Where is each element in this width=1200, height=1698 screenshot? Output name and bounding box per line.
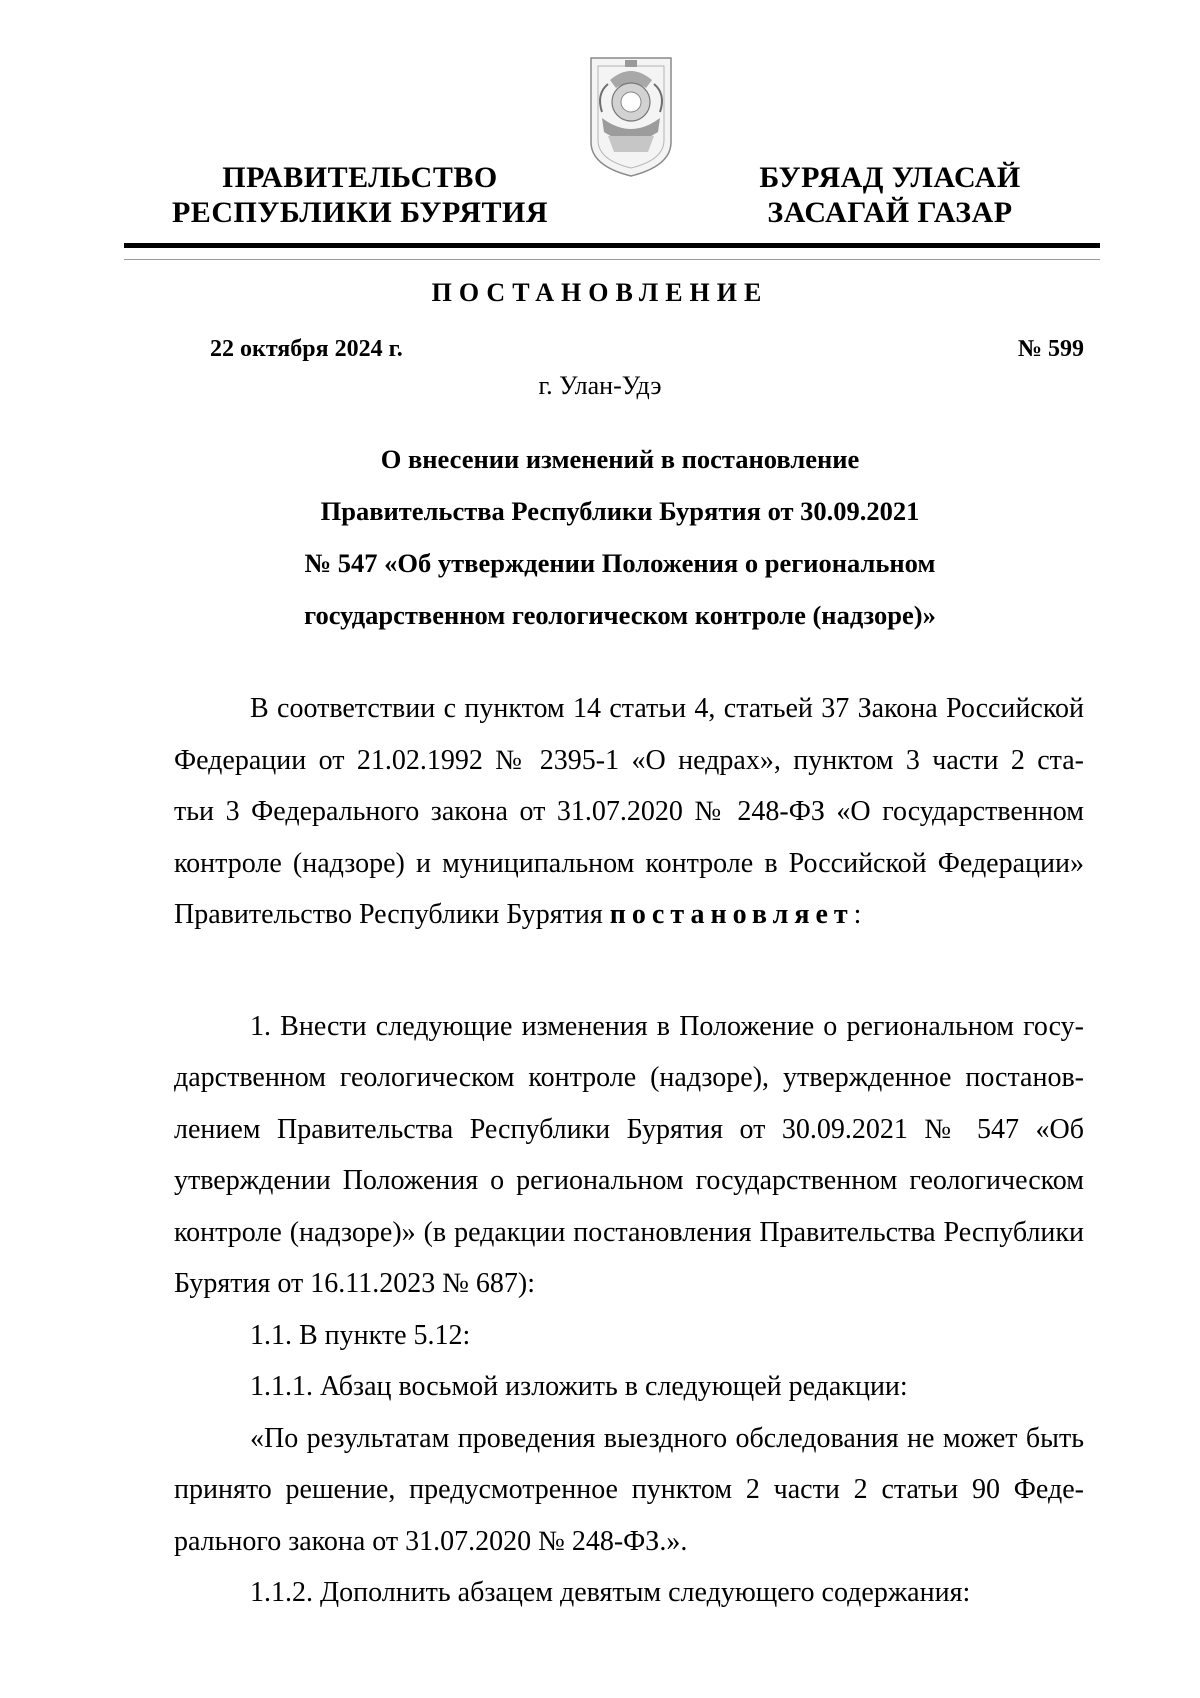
item1-line: утверждении Положения о региональном государственном геологическом — [174, 1165, 1084, 1196]
title-line: государственном геологическом контроле (надзоре)» — [304, 600, 936, 630]
quote-line: рального закона от 31.07.2020 № 248-ФЗ.». — [174, 1525, 688, 1557]
item-1-1: 1.1. В пункте 5.12: — [250, 1319, 471, 1351]
title-line: О внесении изменений в постановление — [380, 444, 860, 474]
quote-line: принято решение, предусмотренное пунктом 2 части 2 статьи 90 Феде- — [174, 1474, 1084, 1505]
preamble-resolves: постановляет — [609, 899, 854, 930]
item-1-1-1: 1.1.1. Абзац восьмой изложить в следующей редакции: — [250, 1371, 908, 1402]
header-divider-thick — [124, 243, 1100, 248]
header-left-line1: ПРАВИТЕЛЬСТВО — [222, 161, 498, 194]
item-1-1-2: 1.1.2. Дополнить абзацем девятым следующего содержания: — [250, 1577, 971, 1608]
document-date: 22 октября 2024 г. — [210, 336, 403, 362]
item1-line: лением Правительства Республики Бурятия от 30.09.2021 № 547 «Об — [174, 1113, 1084, 1145]
item1-line: 1. Внести следующие изменения в Положение о региональном госу- — [250, 1010, 1084, 1042]
document-number: № 599 — [1017, 336, 1084, 362]
document-title — [140, 433, 1100, 641]
document-body — [174, 683, 1084, 1619]
header-right-line2: ЗАСАГАЙ ГАЗАР — [767, 196, 1013, 229]
document-city: г. Улан-Удэ — [538, 371, 662, 400]
item1-line: дарственном геологическом контроле (надзоре), утвержденное постанов- — [174, 1062, 1084, 1093]
document-type: ПОСТАНОВЛЕНИЕ — [431, 278, 769, 307]
preamble-colon: : — [853, 899, 862, 930]
header-left — [150, 160, 570, 230]
item1-line: Бурятия от 16.11.2023 № 687): — [174, 1268, 536, 1299]
title-line: № 547 «Об утверждении Положения о региональном — [304, 548, 936, 578]
header-right — [730, 160, 1050, 230]
preamble-line — [174, 889, 1084, 941]
preamble-line: В соответствии с пунктом 14 статьи 4, статьей 37 Закона Российской — [250, 693, 1084, 724]
header-left-line2: РЕСПУБЛИКИ БУРЯТИЯ — [171, 196, 549, 229]
item1-line: контроле (надзоре)» (в редакции постановления Правительства Республики — [174, 1216, 1084, 1248]
preamble-line: тьи 3 Федерального закона от 31.07.2020 № 248-ФЗ «О государственном — [174, 796, 1084, 827]
coat-of-arms-icon — [588, 54, 674, 178]
paragraph-gap — [174, 941, 1084, 1001]
preamble-subject: Правительство Республики Бурятия — [174, 899, 610, 930]
header-divider-thin — [124, 259, 1100, 260]
preamble-line: Федерации от 21.02.1992 № 2395-1 «О недрах», пунктом 3 части 2 ста- — [174, 744, 1084, 776]
quote-line: «По результатам проведения выездного обследования не может быть — [250, 1422, 1084, 1454]
preamble-line: контроле (надзоре) и муниципальном контроле в Российской Федерации» — [174, 847, 1084, 879]
title-line: Правительства Республики Бурятия от 30.09.2021 — [320, 496, 920, 526]
header-right-line1: БУРЯАД УЛАСАЙ — [759, 161, 1021, 194]
